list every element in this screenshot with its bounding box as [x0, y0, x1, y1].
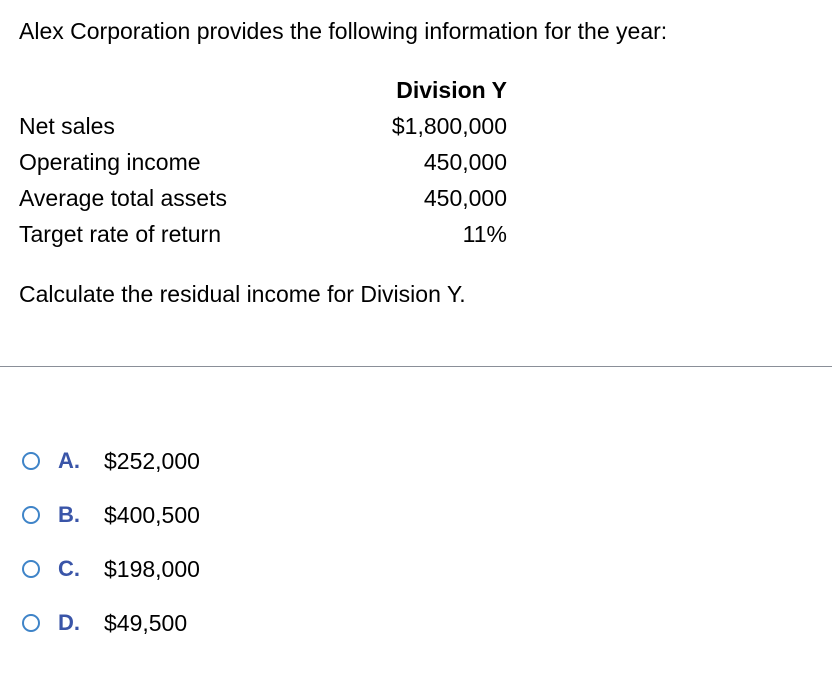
row-value-net-sales: $1,800,000: [391, 113, 507, 139]
radio-button-icon[interactable]: [22, 614, 40, 632]
table-row: [19, 108, 509, 144]
answer-option-a[interactable]: [0, 434, 832, 488]
table-header-row: [19, 72, 509, 108]
answer-option-c[interactable]: [0, 542, 832, 596]
row-value-target-rate-of-return: 11%: [462, 221, 507, 247]
option-letter: D.: [58, 610, 80, 635]
row-label-net-sales: Net sales: [19, 113, 115, 139]
table-row: [19, 180, 509, 216]
radio-button-icon[interactable]: [22, 560, 40, 578]
option-letter: A.: [58, 448, 80, 473]
division-data-table: [19, 72, 509, 252]
answer-option-b[interactable]: [0, 488, 832, 542]
option-letter: B.: [58, 502, 80, 527]
option-text: $198,000: [104, 555, 200, 582]
table-row: [19, 144, 509, 180]
problem-intro: Alex Corporation provides the following information for the year:: [19, 18, 668, 44]
radio-button-icon[interactable]: [22, 452, 40, 470]
option-text: $400,500: [104, 501, 200, 528]
row-value-average-total-assets: 450,000: [423, 185, 507, 211]
radio-button-icon[interactable]: [22, 506, 40, 524]
section-divider: [0, 366, 832, 367]
row-label-operating-income: Operating income: [19, 149, 201, 175]
column-header-division-y: Division Y: [396, 77, 507, 103]
option-letter: C.: [58, 556, 80, 581]
option-text: $49,500: [104, 609, 188, 636]
row-label-target-rate-of-return: Target rate of return: [19, 221, 221, 247]
table-row: [19, 216, 509, 252]
option-text: $252,000: [104, 447, 200, 474]
answer-options: [0, 434, 832, 650]
question-text: Calculate the residual income for Division Y.: [19, 281, 466, 307]
table-header-empty: [19, 72, 332, 108]
row-value-operating-income: 450,000: [423, 149, 507, 175]
answer-option-d[interactable]: [0, 596, 832, 650]
row-label-average-total-assets: Average total assets: [19, 185, 227, 211]
